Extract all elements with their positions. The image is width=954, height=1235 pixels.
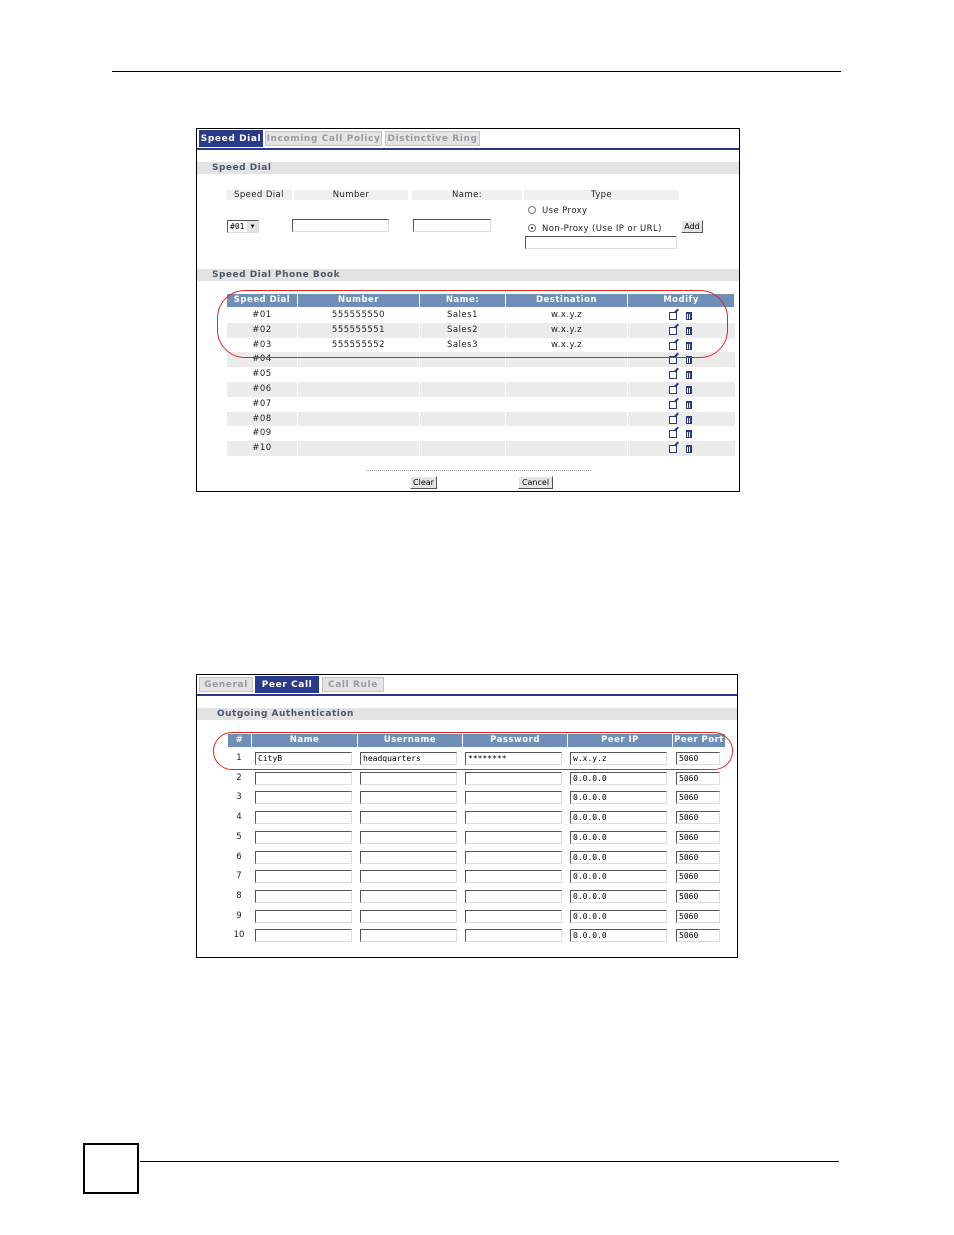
name-input[interactable]: [413, 219, 491, 232]
row-number: 3: [236, 792, 242, 803]
table-cell-number: [298, 441, 420, 456]
password-input[interactable]: [465, 910, 562, 923]
table-row: [227, 382, 735, 397]
username-input[interactable]: [360, 851, 457, 864]
tab-bar: [197, 129, 739, 150]
trash-icon[interactable]: [686, 445, 692, 453]
th-name: Name:: [420, 294, 506, 307]
table-cell-number: [298, 352, 420, 367]
tab-peer-call[interactable]: Peer Call: [255, 676, 319, 693]
table-cell-name: [420, 426, 506, 441]
col-label-type: Type: [524, 190, 679, 200]
th-name: Name: [252, 734, 358, 747]
table-cell-name: [420, 412, 506, 427]
table-cell-name: Sales1: [420, 308, 506, 323]
peer-port-input[interactable]: 5060: [676, 851, 720, 864]
table-cell-speed-dial: #03: [227, 338, 298, 353]
table-cell-speed-dial: #09: [227, 426, 298, 441]
use-proxy-label: Use Proxy: [542, 206, 588, 216]
table-cell-number: [298, 412, 420, 427]
table-cell-name: [420, 352, 506, 367]
peer-port-input[interactable]: 5060: [676, 811, 720, 824]
col-label-number: Number: [294, 190, 408, 200]
password-input[interactable]: [465, 831, 562, 844]
username-input[interactable]: [360, 772, 457, 785]
table-cell-number: 555555552: [298, 338, 420, 353]
non-proxy-label: Non-Proxy (Use IP or URL): [542, 224, 662, 234]
trash-icon[interactable]: [686, 371, 692, 379]
speed-dial-screenshot: [196, 128, 740, 492]
table-cell-destination: w.x.y.z: [506, 338, 628, 353]
table-cell-number: 555555550: [298, 308, 420, 323]
table-cell-speed-dial: #10: [227, 441, 298, 456]
table-row: [227, 426, 735, 441]
th-peer-port: Peer Port: [673, 734, 726, 747]
number-input[interactable]: [292, 219, 389, 232]
peer-ip-input[interactable]: 0.0.0.0: [570, 791, 667, 804]
th-username: Username: [358, 734, 463, 747]
trash-icon[interactable]: [686, 342, 692, 350]
table-cell-number: [298, 367, 420, 382]
name-input[interactable]: [255, 870, 352, 883]
username-input[interactable]: [360, 910, 457, 923]
password-input[interactable]: [465, 811, 562, 824]
tab-general[interactable]: General: [199, 677, 253, 692]
th-num: #: [228, 734, 252, 747]
table-row: [227, 367, 735, 382]
row-number: 5: [236, 831, 242, 842]
edit-icon[interactable]: [669, 445, 677, 453]
tab-distinctive-ring[interactable]: Distinctive Ring: [385, 131, 480, 146]
edit-icon[interactable]: [669, 327, 677, 335]
table-cell-name: [420, 382, 506, 397]
row-number: 8: [236, 890, 242, 901]
table-cell-destination: w.x.y.z: [506, 323, 628, 338]
name-input[interactable]: [255, 772, 352, 785]
peer-port-input[interactable]: 5060: [676, 870, 720, 883]
username-input[interactable]: headquarters: [360, 752, 457, 765]
table-cell-destination: [506, 352, 628, 367]
row-number: 4: [236, 812, 242, 823]
peer-call-screenshot: [196, 674, 738, 958]
table-cell-destination: [506, 412, 628, 427]
phone-book-section-title: Speed Dial Phone Book: [197, 269, 740, 281]
edit-icon[interactable]: [669, 401, 677, 409]
table-cell-speed-dial: #02: [227, 323, 298, 338]
speed-dial-section-title: Speed Dial: [197, 162, 740, 174]
page-number-box: [83, 1143, 139, 1194]
table-cell-destination: [506, 397, 628, 412]
peer-ip-input[interactable]: 0.0.0.0: [570, 831, 667, 844]
non-proxy-radio[interactable]: [528, 224, 536, 232]
row-number: 6: [236, 851, 242, 862]
password-input[interactable]: ********: [465, 752, 562, 765]
peer-ip-input[interactable]: 0.0.0.0: [570, 929, 667, 942]
table-cell-destination: [506, 426, 628, 441]
edit-icon[interactable]: [669, 312, 677, 320]
table-cell-destination: w.x.y.z: [506, 308, 628, 323]
th-destination: Destination: [506, 294, 628, 307]
peer-ip-input[interactable]: w.x.y.z: [570, 752, 667, 765]
table-row: [227, 308, 735, 323]
name-input[interactable]: CityB: [255, 752, 352, 765]
trash-icon[interactable]: [686, 386, 692, 394]
col-label-speed-dial: Speed Dial: [226, 190, 292, 200]
trash-icon[interactable]: [686, 416, 692, 424]
page-footer-rule: [140, 1161, 839, 1162]
col-label-name: Name:: [412, 190, 522, 200]
edit-icon[interactable]: [669, 342, 677, 350]
table-cell-number: [298, 382, 420, 397]
table-row: [227, 441, 735, 456]
peer-port-input[interactable]: 5060: [676, 791, 720, 804]
name-input[interactable]: [255, 831, 352, 844]
name-input[interactable]: [255, 811, 352, 824]
th-speed-dial: Speed Dial: [227, 294, 298, 307]
peer-ip-input[interactable]: 0.0.0.0: [570, 811, 667, 824]
peer-port-input[interactable]: 5060: [676, 910, 720, 923]
tab-incoming-call-policy[interactable]: Incoming Call Policy: [265, 131, 382, 146]
edit-icon[interactable]: [669, 371, 677, 379]
table-cell-name: Sales2: [420, 323, 506, 338]
peer-ip-input[interactable]: 0.0.0.0: [570, 772, 667, 785]
th-password: Password: [463, 734, 568, 747]
th-peer-ip: Peer IP: [568, 734, 673, 747]
peer-port-input[interactable]: 5060: [676, 890, 720, 903]
table-row: [227, 323, 735, 338]
cancel-button[interactable]: Cancel: [518, 476, 553, 489]
username-input[interactable]: [360, 870, 457, 883]
form-divider: [367, 470, 591, 471]
password-input[interactable]: [465, 870, 562, 883]
peer-ip-input[interactable]: 0.0.0.0: [570, 870, 667, 883]
row-number: 10: [233, 930, 245, 941]
tab-call-rule[interactable]: Call Rule: [322, 677, 384, 692]
table-cell-number: 555555551: [298, 323, 420, 338]
tab-speed-dial[interactable]: Speed Dial: [199, 130, 263, 147]
password-input[interactable]: [465, 890, 562, 903]
table-row: [227, 338, 735, 353]
tab-bar: [197, 675, 737, 696]
table-row: [227, 352, 735, 367]
edit-icon[interactable]: [669, 386, 677, 394]
peer-ip-input[interactable]: 0.0.0.0: [570, 910, 667, 923]
table-cell-speed-dial: #01: [227, 308, 298, 323]
edit-icon[interactable]: [669, 430, 677, 438]
peer-ip-input[interactable]: 0.0.0.0: [570, 851, 667, 864]
peer-port-input[interactable]: 5060: [676, 772, 720, 785]
table-cell-name: [420, 397, 506, 412]
table-cell-speed-dial: #08: [227, 412, 298, 427]
th-number: Number: [298, 294, 420, 307]
row-number: 1: [236, 753, 242, 763]
trash-icon[interactable]: [686, 430, 692, 438]
table-cell-name: Sales3: [420, 338, 506, 353]
table-cell-destination: [506, 367, 628, 382]
trash-icon[interactable]: [686, 312, 692, 320]
peer-ip-input[interactable]: 0.0.0.0: [570, 890, 667, 903]
table-row: [227, 412, 735, 427]
name-input[interactable]: [255, 851, 352, 864]
edit-icon[interactable]: [669, 356, 677, 364]
trash-icon[interactable]: [686, 356, 692, 364]
table-cell-destination: [506, 382, 628, 397]
name-input[interactable]: [255, 791, 352, 804]
clear-button[interactable]: Clear: [410, 476, 437, 489]
name-input[interactable]: [255, 910, 352, 923]
destination-input[interactable]: [525, 236, 677, 249]
password-input[interactable]: [465, 791, 562, 804]
trash-icon[interactable]: [686, 401, 692, 409]
row-number: 7: [236, 871, 242, 882]
peer-port-input[interactable]: 5060: [676, 752, 720, 765]
page-header-rule: [112, 71, 841, 72]
name-input[interactable]: [255, 890, 352, 903]
password-input[interactable]: [465, 851, 562, 864]
chevron-down-icon: ▼: [247, 221, 258, 232]
row-number: 2: [236, 772, 242, 783]
peer-port-input[interactable]: 5060: [676, 929, 720, 942]
table-cell-speed-dial: #05: [227, 367, 298, 382]
table-cell-number: [298, 397, 420, 412]
use-proxy-radio[interactable]: [528, 206, 536, 214]
password-input[interactable]: [465, 772, 562, 785]
table-cell-speed-dial: #04: [227, 352, 298, 367]
table-cell-speed-dial: #06: [227, 382, 298, 397]
th-modify: Modify: [628, 294, 735, 307]
password-input[interactable]: [465, 929, 562, 942]
outgoing-auth-section-title: Outgoing Authentication: [197, 708, 738, 720]
table-cell-destination: [506, 441, 628, 456]
add-button[interactable]: Add: [681, 220, 703, 233]
speed-dial-select[interactable]: #01 ▼: [227, 220, 259, 233]
username-input[interactable]: [360, 831, 457, 844]
username-input[interactable]: [360, 890, 457, 903]
edit-icon[interactable]: [669, 416, 677, 424]
table-row: [227, 397, 735, 412]
table-cell-number: [298, 426, 420, 441]
trash-icon[interactable]: [686, 327, 692, 335]
name-input[interactable]: [255, 929, 352, 942]
table-cell-name: [420, 441, 506, 456]
row-number: 9: [236, 910, 242, 921]
peer-port-input[interactable]: 5060: [676, 831, 720, 844]
table-cell-speed-dial: #07: [227, 397, 298, 412]
username-input[interactable]: [360, 791, 457, 804]
table-cell-name: [420, 367, 506, 382]
username-input[interactable]: [360, 929, 457, 942]
username-input[interactable]: [360, 811, 457, 824]
